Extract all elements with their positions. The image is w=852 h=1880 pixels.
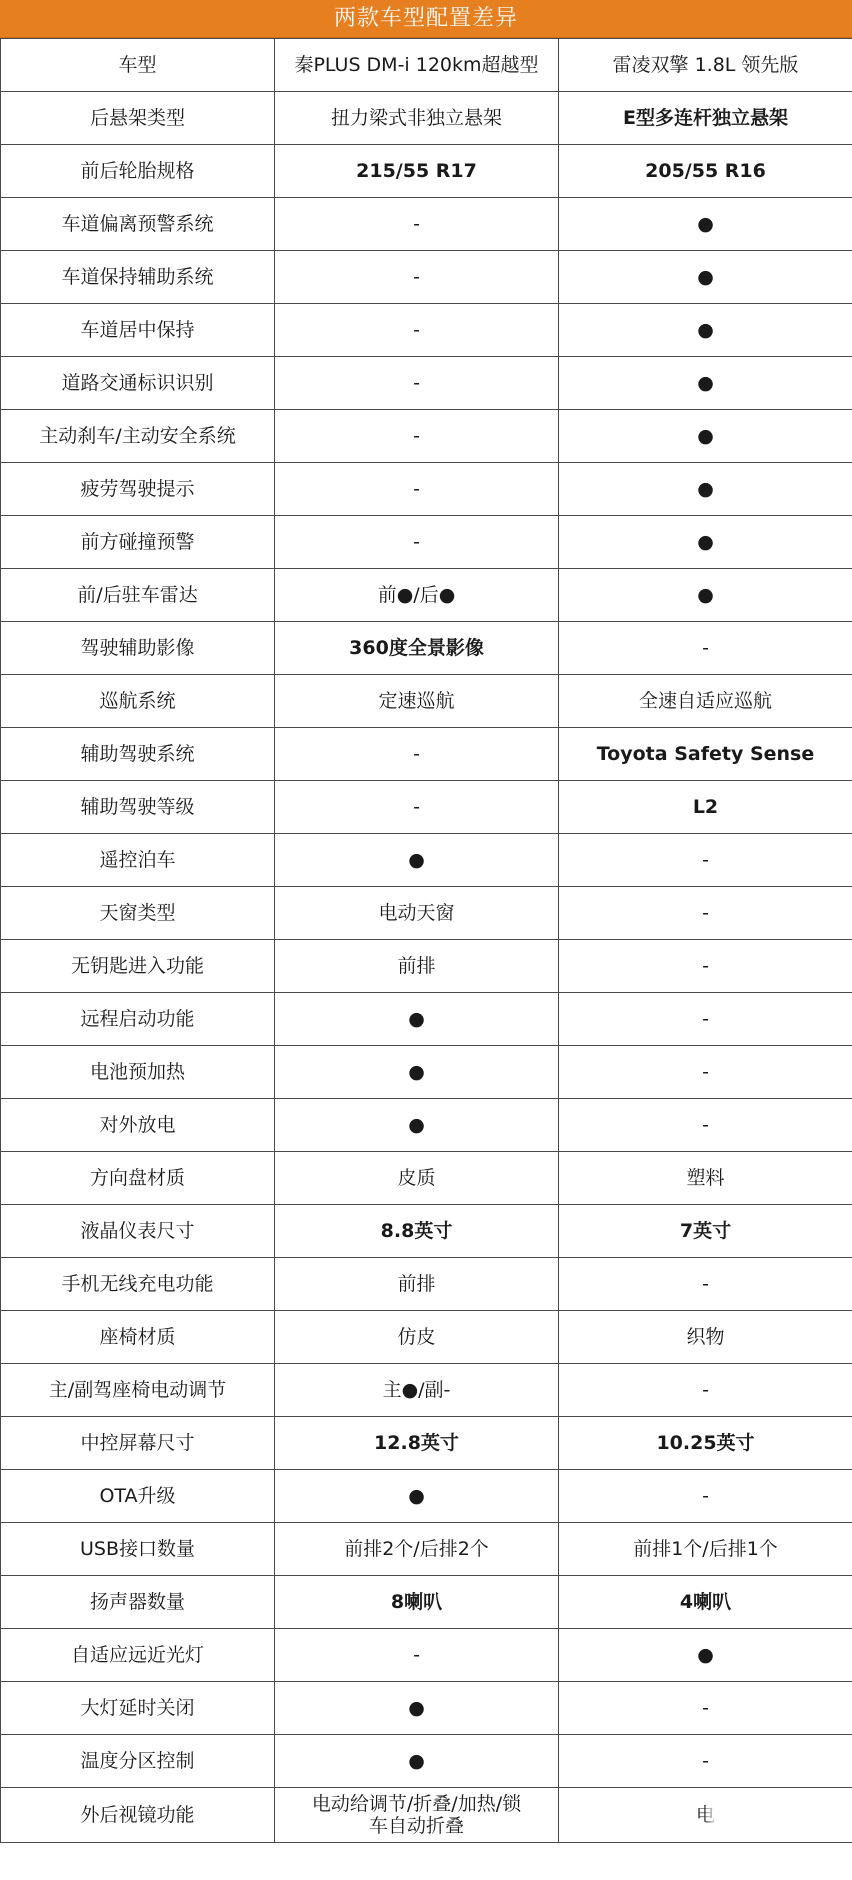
levin-value	[559, 1788, 852, 1843]
feature-label: 对外放电	[1, 1099, 275, 1152]
qin-plus-value: ●	[275, 1099, 559, 1152]
table-row	[1, 198, 852, 251]
levin-value: ●	[559, 357, 852, 410]
levin-value: -	[559, 834, 852, 887]
table-row	[1, 887, 852, 940]
table-row	[1, 622, 852, 675]
levin-value: ●	[559, 304, 852, 357]
table-row	[1, 463, 852, 516]
levin-value-text: 电	[695, 1804, 715, 1826]
table-row	[1, 410, 852, 463]
levin-value: -	[559, 993, 852, 1046]
feature-label: 后悬架类型	[1, 92, 275, 145]
qin-plus-value: 主●/副-	[275, 1364, 559, 1417]
feature-label: 道路交通标识识别	[1, 357, 275, 410]
feature-label: 大灯延时关闭	[1, 1682, 275, 1735]
feature-label: 天窗类型	[1, 887, 275, 940]
table-row	[1, 1152, 852, 1205]
qin-plus-value: -	[275, 1629, 559, 1682]
table-row	[1, 251, 852, 304]
header-row	[1, 39, 852, 92]
header-qin-plus: 秦PLUS DM-i 120km超越型	[275, 39, 559, 92]
qin-plus-value: ●	[275, 1046, 559, 1099]
qin-plus-value: -	[275, 781, 559, 834]
qin-plus-value: 8喇叭	[275, 1576, 559, 1629]
qin-plus-value: 215/55 R17	[275, 145, 559, 198]
levin-value: -	[559, 1099, 852, 1152]
levin-value: 塑料	[559, 1152, 852, 1205]
table-row	[1, 569, 852, 622]
qin-plus-value-line: 车自动折叠	[368, 1815, 464, 1837]
table-row	[1, 1364, 852, 1417]
levin-value: ●	[559, 1629, 852, 1682]
levin-value: ●	[559, 463, 852, 516]
table-row	[1, 1470, 852, 1523]
levin-value: -	[559, 1470, 852, 1523]
qin-plus-value: -	[275, 304, 559, 357]
feature-label: 疲劳驾驶提示	[1, 463, 275, 516]
qin-plus-value: 扭力梁式非独立悬架	[275, 92, 559, 145]
levin-value: ●	[559, 410, 852, 463]
qin-plus-value: ●	[275, 1470, 559, 1523]
feature-label: 座椅材质	[1, 1311, 275, 1364]
levin-value: 4喇叭	[559, 1576, 852, 1629]
feature-label: 自适应远近光灯	[1, 1629, 275, 1682]
table-row	[1, 675, 852, 728]
table-row	[1, 1417, 852, 1470]
qin-plus-value: ●	[275, 1682, 559, 1735]
levin-value: -	[559, 887, 852, 940]
feature-label: 车道居中保持	[1, 304, 275, 357]
table-row	[1, 1205, 852, 1258]
qin-plus-value: -	[275, 463, 559, 516]
qin-plus-value: ●	[275, 1735, 559, 1788]
qin-plus-value: 12.8英寸	[275, 1417, 559, 1470]
levin-value: 全速自适应巡航	[559, 675, 852, 728]
levin-value: ●	[559, 516, 852, 569]
feature-label: 巡航系统	[1, 675, 275, 728]
feature-label: 无钥匙进入功能	[1, 940, 275, 993]
table-row	[1, 781, 852, 834]
qin-plus-value: 皮质	[275, 1152, 559, 1205]
levin-value: -	[559, 1364, 852, 1417]
table-row	[1, 92, 852, 145]
table-row	[1, 1576, 852, 1629]
qin-plus-value: -	[275, 251, 559, 304]
table-row	[1, 516, 852, 569]
feature-label: 辅助驾驶等级	[1, 781, 275, 834]
levin-value: E型多连杆独立悬架	[559, 92, 852, 145]
qin-plus-value: ●	[275, 993, 559, 1046]
qin-plus-value: 电动天窗	[275, 887, 559, 940]
table-row	[1, 1523, 852, 1576]
qin-plus-value: -	[275, 728, 559, 781]
levin-value: L2	[559, 781, 852, 834]
levin-value: -	[559, 1258, 852, 1311]
feature-label: 辅助驾驶系统	[1, 728, 275, 781]
levin-value: 205/55 R16	[559, 145, 852, 198]
spec-table-body	[1, 39, 852, 1843]
levin-value: 织物	[559, 1311, 852, 1364]
table-title: 两款车型配置差异	[0, 0, 852, 38]
feature-label: 车道保持辅助系统	[1, 251, 275, 304]
levin-value: -	[559, 622, 852, 675]
levin-value: ●	[559, 569, 852, 622]
qin-plus-value: 前排	[275, 1258, 559, 1311]
qin-plus-value: 前●/后●	[275, 569, 559, 622]
levin-value: -	[559, 940, 852, 993]
table-row	[1, 834, 852, 887]
feature-label: 温度分区控制	[1, 1735, 275, 1788]
levin-value: ●	[559, 198, 852, 251]
levin-value: 7英寸	[559, 1205, 852, 1258]
feature-label: 前后轮胎规格	[1, 145, 275, 198]
feature-label: 扬声器数量	[1, 1576, 275, 1629]
qin-plus-value: 仿皮	[275, 1311, 559, 1364]
qin-plus-value: 定速巡航	[275, 675, 559, 728]
feature-label: 前/后驻车雷达	[1, 569, 275, 622]
levin-value: 10.25英寸	[559, 1417, 852, 1470]
qin-plus-value: -	[275, 198, 559, 251]
feature-label: 前方碰撞预警	[1, 516, 275, 569]
feature-label: 远程启动功能	[1, 993, 275, 1046]
qin-plus-value: -	[275, 516, 559, 569]
qin-plus-value-line: 电动给调节/折叠/加热/锁	[311, 1793, 522, 1815]
levin-value: -	[559, 1682, 852, 1735]
table-row	[1, 145, 852, 198]
feature-label: 外后视镜功能	[1, 1788, 275, 1843]
levin-value: Toyota Safety Sense	[559, 728, 852, 781]
qin-plus-value: -	[275, 410, 559, 463]
feature-label: 手机无线充电功能	[1, 1258, 275, 1311]
table-row	[1, 728, 852, 781]
table-row	[1, 1682, 852, 1735]
table-row	[1, 1099, 852, 1152]
table-row	[1, 1788, 852, 1843]
qin-plus-value: 8.8英寸	[275, 1205, 559, 1258]
table-row	[1, 993, 852, 1046]
qin-plus-value	[275, 1788, 559, 1843]
levin-value: -	[559, 1735, 852, 1788]
feature-label: 电池预加热	[1, 1046, 275, 1099]
table-row	[1, 1311, 852, 1364]
table-row	[1, 1046, 852, 1099]
table-row	[1, 1735, 852, 1788]
feature-label: 液晶仪表尺寸	[1, 1205, 275, 1258]
levin-value: -	[559, 1046, 852, 1099]
levin-value: ●	[559, 251, 852, 304]
header-levin: 雷凌双擎 1.8L 领先版	[559, 39, 852, 92]
qin-plus-value: -	[275, 357, 559, 410]
qin-plus-value: 前排2个/后排2个	[275, 1523, 559, 1576]
feature-label: USB接口数量	[1, 1523, 275, 1576]
table-row	[1, 357, 852, 410]
feature-label: 车道偏离预警系统	[1, 198, 275, 251]
levin-value: 前排1个/后排1个	[559, 1523, 852, 1576]
table-row	[1, 1258, 852, 1311]
table-row	[1, 940, 852, 993]
feature-label: 驾驶辅助影像	[1, 622, 275, 675]
qin-plus-value: 前排	[275, 940, 559, 993]
table-row	[1, 1629, 852, 1682]
qin-plus-value: 360度全景影像	[275, 622, 559, 675]
spec-table	[0, 38, 852, 1843]
feature-label: 主/副驾座椅电动调节	[1, 1364, 275, 1417]
feature-label: 方向盘材质	[1, 1152, 275, 1205]
table-row	[1, 304, 852, 357]
feature-label: 中控屏幕尺寸	[1, 1417, 275, 1470]
header-model: 车型	[1, 39, 275, 92]
qin-plus-value: ●	[275, 834, 559, 887]
feature-label: 遥控泊车	[1, 834, 275, 887]
feature-label: OTA升级	[1, 1470, 275, 1523]
feature-label: 主动刹车/主动安全系统	[1, 410, 275, 463]
